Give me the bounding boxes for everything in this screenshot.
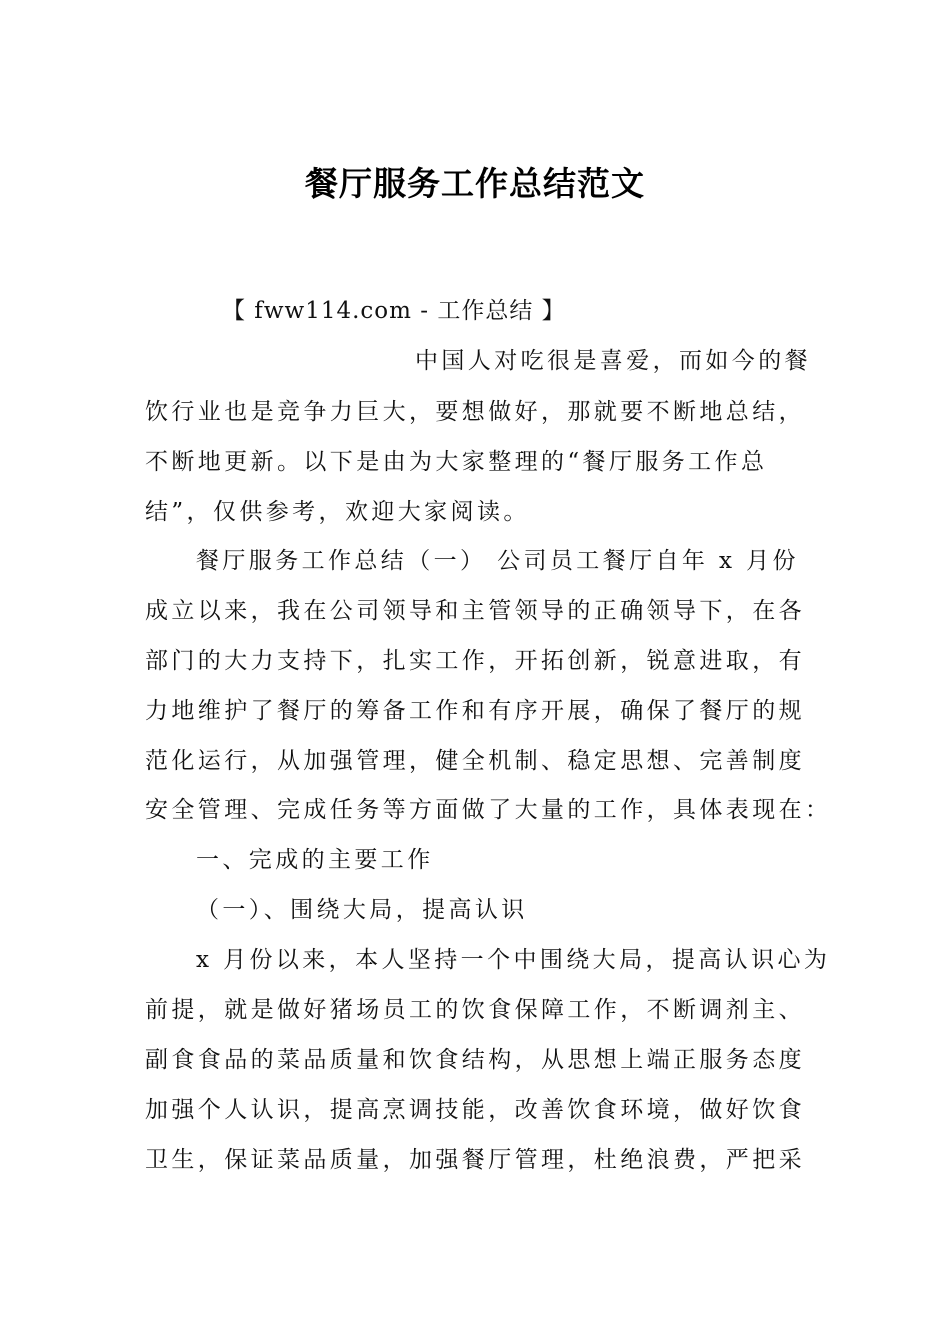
body-line: 安全管理、完成任务等方面做了大量的工作，具体表现在： — [145, 797, 832, 823]
body-line: 部门的大力支持下，扎实工作，开拓创新，锐意进取，有 — [145, 648, 805, 674]
subsection-heading: （一）、围绕大局，提高认识 — [196, 897, 528, 923]
body-line: 中国人对吃很是喜爱，而如今的餐 — [415, 348, 811, 374]
body-line: 加强个人认识，提高烹调技能，改善饮食环境，做好饮食 — [145, 1097, 805, 1123]
body-line: 卫生，保证菜品质量，加强餐厅管理，杜绝浪费，严把采 — [145, 1147, 805, 1173]
body-line: 力地维护了餐厅的筹备工作和有序开展，确保了餐厅的规 — [145, 698, 805, 724]
body-line: x 月份以来，本人坚持一个中围绕大局，提高认识心为 — [196, 947, 831, 973]
section-heading: 一、完成的主要工作 — [196, 847, 434, 873]
body-line: 不断地更新。以下是由为大家整理的“餐厅服务工作总 — [145, 449, 768, 475]
body-line: 成立以来，我在公司领导和主管领导的正确领导下，在各 — [145, 598, 805, 624]
body-line: 结”，仅供参考，欢迎大家阅读。 — [145, 499, 530, 525]
body-line: 餐厅服务工作总结（一） 公司员工餐厅自年 x 月份 — [196, 548, 799, 574]
document-title: 餐厅服务工作总结范文 — [305, 164, 645, 203]
body-line: 饮行业也是竞争力巨大，要想做好，那就要不断地总结， — [145, 399, 805, 425]
body-line: 副食食品的菜品质量和饮食结构，从思想上端正服务态度 — [145, 1047, 805, 1073]
source-tag-line: 【 fww114.com - 工作总结 】 — [222, 298, 566, 324]
body-line: 前提，就是做好猪场员工的饮食保障工作，不断调剂主、 — [145, 997, 805, 1023]
body-line: 范化运行，从加强管理，健全机制、稳定思想、完善制度 — [145, 748, 805, 774]
